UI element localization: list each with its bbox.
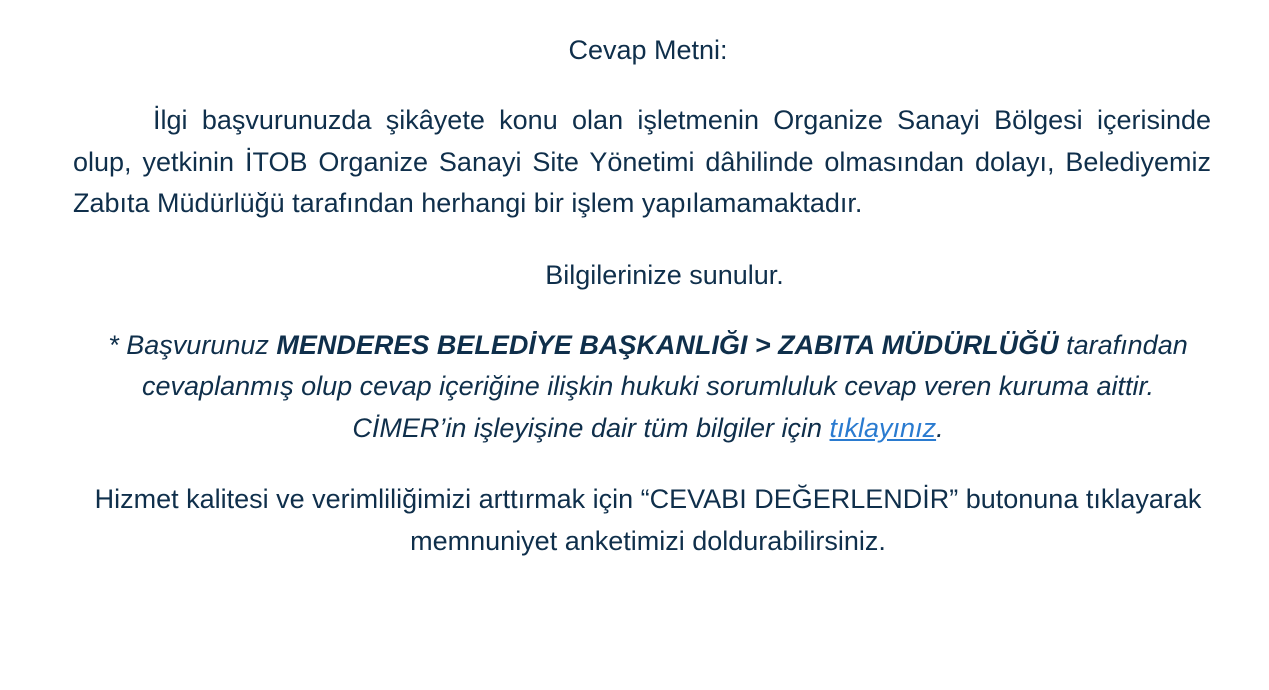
note-prefix: * Başvurunuz	[108, 329, 277, 360]
answer-heading: Cevap Metni:	[568, 35, 728, 65]
responsibility-note	[73, 325, 1211, 450]
cimer-info-link[interactable]: tıklayınız	[829, 412, 937, 443]
note-suffix: .	[936, 412, 944, 443]
answer-body: İlgi başvurunuzda şikâyete konu olan işletmenin Organize Sanayi Bölgesi içerisinde olup, yetkinin İTOB Organize Sanayi Site Yönetimi dâhilinde olmasından dolayı, Belediyemiz Zabıta Müdürlüğü tarafından herhangi bir işlem yapılamamaktadır.	[73, 105, 1211, 218]
note-middle: tarafından cevaplanmış olup cevap içeriğine ilişkin hukuki sorumluluk cevap veren kuruma aittir. CİMER’in işleyişine dair tüm bilgiler için	[142, 329, 1188, 443]
responding-institution: MENDERES BELEDİYE BAŞKANLIĞI > ZABITA MÜDÜRLÜĞÜ	[276, 329, 1059, 360]
survey-note: Hizmet kalitesi ve verimliliğimizi arttırmak için “CEVABI DEĞERLENDİR” butonuna tıklayarak memnuniyet anketimizi doldurabilirsiniz.	[94, 484, 1202, 556]
answer-closing: Bilgilerinize sunulur.	[545, 259, 784, 290]
